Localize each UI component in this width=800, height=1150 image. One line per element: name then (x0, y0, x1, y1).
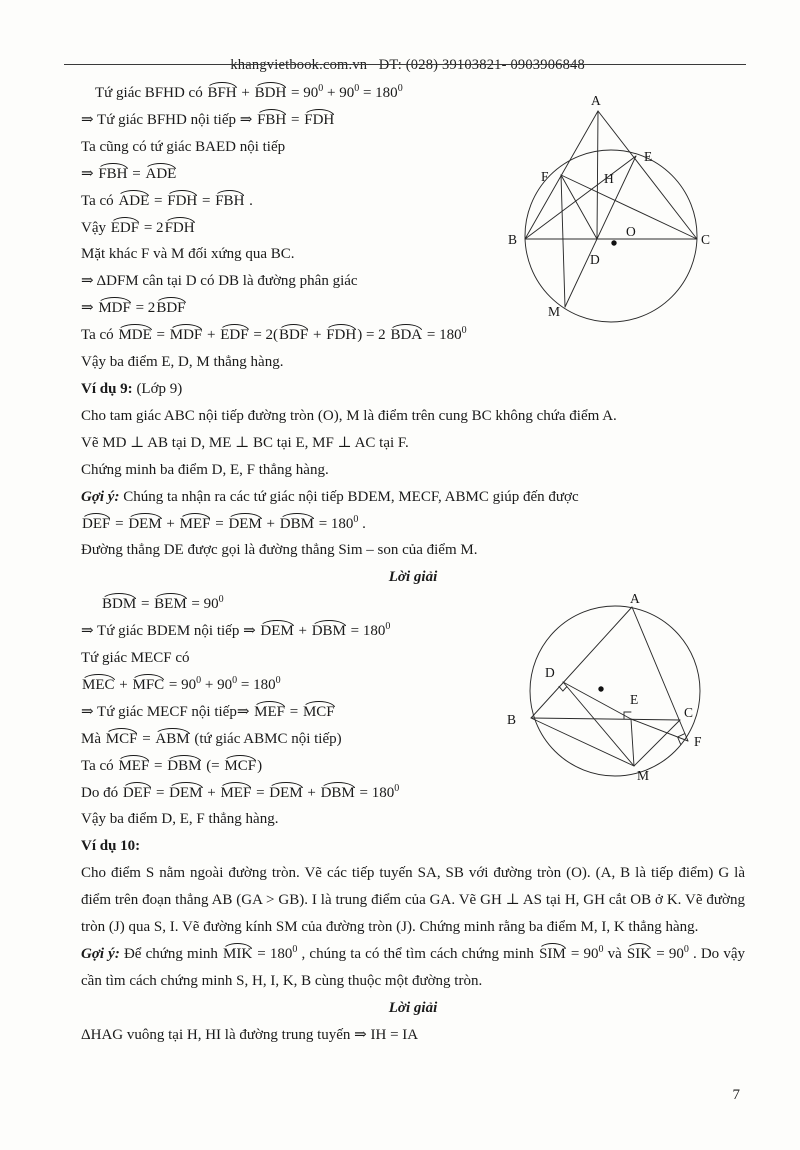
math-line: Tứ giác BFHD có BFH + BDH = $90^0 + 90^0 = 180^0$ (95, 83, 403, 101)
segment (631, 719, 688, 741)
point-label-A: A (591, 93, 601, 108)
math-line: ⇒ MDF = 2BDF (81, 300, 186, 317)
angle-arc-notation: MCF (105, 730, 138, 747)
math-line: Vậy EDF = 2FDH (81, 219, 195, 236)
angle-arc-notation: MDE (118, 327, 152, 344)
bold-italic-text: Lời giải (388, 569, 438, 586)
angle-arc-notation: DEM (228, 515, 262, 532)
math-line: DEF = DEM + MEF = DEM + DBM = $180^0$ . (82, 513, 366, 532)
solution-heading (81, 995, 745, 1022)
angle-arc-notation: FDH (164, 219, 195, 236)
angle-arc-notation: MCF (302, 703, 335, 720)
angle-arc-notation: MFC (132, 676, 165, 693)
text-line: Mặt khác F và M đối xứng qua BC. (81, 246, 295, 263)
text-paragraph: Cho điểm S nằm ngoài đường tròn. Vẽ các tiếp tuyến SA, SB với đường tròn (O). (A, B là tiếp điểm) G là điểm trên đoạn thẳng AB (GA > GB). I là trung điểm của GA. Vẽ GH ⊥ AS tại H, GH cắt OB ở K. Vẽ đường tròn (J) qua S, I. Vẽ đường kính SM của đường tròn (J). Chứng minh rằng ba điểm M, I, K thẳng hàng. (81, 865, 745, 936)
math-line: Ta có MDE = MDF + EDF = 2(BDF + FDH) = 2 BDA = $180^0$ (81, 325, 467, 344)
angle-arc-notation: DEM (128, 515, 162, 532)
point-label-E: E (644, 149, 653, 164)
angle-arc-notation: DEM (169, 784, 203, 801)
segment (597, 111, 598, 239)
segment (563, 682, 634, 766)
angle-arc-notation: FDH (167, 192, 198, 209)
degree-superscript: 0 (397, 83, 403, 94)
degree-superscript: 0 (461, 325, 467, 337)
degree-superscript: 0 (196, 674, 202, 686)
point-label-F: F (694, 734, 702, 749)
math-line: ⇒ FBH = ADE (81, 165, 177, 182)
text-line: Vậy ba điểm D, E, F thẳng hàng. (81, 811, 279, 828)
angle-arc-notation: EDF (110, 219, 140, 236)
angle-arc-notation: BFH (207, 85, 237, 101)
point-label-A: A (630, 591, 640, 606)
angle-arc-notation: SIK (626, 946, 652, 962)
point-label-C: C (701, 232, 711, 247)
angle-arc-notation: BDF (156, 300, 186, 317)
solution-heading (81, 564, 745, 591)
point-label-M: M (548, 304, 561, 319)
angle-arc-notation: DBM (167, 757, 202, 774)
right-angle-mark (559, 686, 567, 691)
point-label-H: H (604, 171, 614, 186)
text-line: Vậy ba điểm E, D, M thẳng hàng. (81, 354, 284, 371)
example-heading (81, 833, 745, 860)
hint-paragraph: Gợi ý: Để chứng minh MIK = $180^0$ , chúng ta có thể tìm cách chứng minh SIM = $90^0$ và SIK = $90^0$ . Do vậy cần tìm cách chứng minh S, H, I, K, B cùng thuộc một đường tròn. (81, 944, 745, 989)
degree-superscript: 0 (275, 674, 281, 686)
text-line: Ta cũng có tứ giác BAED nội tiếp (81, 138, 286, 155)
segment (531, 718, 680, 720)
angle-arc-notation: FDH (304, 111, 335, 128)
angle-arc-notation: FDH (326, 327, 357, 344)
math-line: ΔHAG vuông tại H, HI là đường trung tuyến ⇒ IH = IA (81, 1026, 419, 1043)
angle-arc-notation: DEM (269, 784, 303, 801)
angle-arc-notation: ADE (118, 192, 150, 209)
center-dot (598, 686, 603, 691)
text-line: Đường thẳng DE được gọi là đường thẳng Sim – son của điểm M. (81, 542, 478, 559)
math-line: ⇒ Tứ giác BFHD nội tiếp ⇒ FBH = FDH (81, 111, 335, 128)
segment (531, 607, 632, 718)
degree-superscript: 0 (385, 621, 391, 633)
math-line: ⇒ Tứ giác BDEM nội tiếp ⇒ DEM + DBM = $180^0$ (81, 621, 391, 640)
angle-arc-notation: FBH (98, 165, 128, 182)
angle-arc-notation: MDF (98, 300, 131, 317)
angle-arc-notation: DBM (311, 623, 346, 640)
page-number: 7 (732, 1087, 740, 1103)
math-line: Do đó DEF = DEM + MEF = DEM + DBM = $180^0$ (81, 782, 400, 801)
header-rule (64, 64, 746, 65)
text-line: Cho tam giác ABC nội tiếp đường tròn (O), M là điểm trên cung BC không chứa điểm A. (81, 407, 617, 424)
segment (634, 720, 680, 766)
text-line: Tứ giác MECF có (81, 650, 190, 667)
angle-arc-notation: MDF (169, 327, 203, 344)
angle-arc-notation: BDH (254, 85, 287, 101)
angle-arc-notation: DEF (82, 515, 111, 532)
math-line: Ta có ADE = FDH = FBH . (81, 192, 253, 209)
angle-arc-notation: MEF (220, 784, 252, 801)
hint-line: Gợi ý: Chúng ta nhận ra các tứ giác nội tiếp BDEM, MECF, ABMC giúp đến được (81, 488, 579, 505)
example-heading: Ví dụ 9: (Lớp 9) (81, 380, 183, 397)
point-label-B: B (508, 232, 518, 247)
text-line: Vẽ MD ⊥ AB tại D, ME ⊥ BC tại E, MF ⊥ AC tại F. (81, 434, 409, 451)
angle-arc-notation: MIK (223, 946, 253, 962)
angle-arc-notation: MEF (254, 703, 285, 720)
center-dot (611, 240, 616, 245)
angle-arc-notation: MEC (82, 676, 115, 693)
degree-superscript: 0 (598, 944, 604, 955)
angle-arc-notation: MEF (118, 757, 150, 774)
angle-arc-notation: MEF (179, 515, 211, 532)
segment (561, 175, 597, 239)
degree-superscript: 0 (218, 594, 224, 606)
math-line: Ta có MEF = DBM (= MCF) (81, 757, 263, 774)
angle-arc-notation: FBH (257, 111, 287, 128)
bold-italic-text: Gợi ý: (81, 946, 120, 962)
angle-arc-notation: FBH (215, 192, 245, 209)
angle-arc-notation: BEM (154, 596, 187, 613)
point-label-D: D (590, 252, 600, 267)
figure-2-canvas (490, 590, 742, 805)
angle-arc-notation: BDM (102, 596, 137, 613)
angle-arc-notation: ADE (145, 165, 177, 182)
math-line: Mà MCF = ABM (tứ giác ABMC nội tiếp) (81, 730, 342, 747)
degree-superscript: 0 (683, 944, 689, 955)
bold-text: Ví dụ 9: (81, 380, 133, 397)
angle-arc-notation: ABM (155, 730, 190, 747)
point-label-F: F (541, 169, 549, 184)
bold-text: Ví dụ 10: (81, 838, 141, 855)
point-label-O: O (626, 224, 636, 239)
point-label-C: C (684, 705, 694, 720)
math-line: ⇒ Tứ giác MECF nội tiếp⇒ MEF = MCF (81, 703, 335, 720)
angle-arc-notation: DEF (122, 784, 152, 801)
degree-superscript: 0 (318, 83, 324, 94)
figure-1-canvas (486, 84, 744, 342)
angle-arc-notation: MCF (224, 757, 257, 774)
figure-1 (486, 84, 744, 342)
segment (561, 175, 565, 307)
degree-superscript: 0 (292, 944, 298, 955)
degree-superscript: 0 (232, 674, 238, 686)
point-label-D: D (545, 665, 555, 680)
angle-arc-notation: DEM (260, 623, 294, 640)
point-label-M: M (637, 768, 650, 783)
bold-italic-text: Lời giải (388, 999, 438, 1016)
angle-arc-notation: SIM (539, 946, 566, 962)
angle-arc-notation: DBM (320, 784, 355, 801)
angle-arc-notation: BDF (279, 327, 309, 344)
degree-superscript: 0 (353, 513, 359, 525)
point-label-E: E (630, 692, 639, 707)
math-line: ⇒ ΔDFM cân tại D có DB là đường phân giác (81, 273, 358, 290)
math-line: BDM = BEM = $90^0$ (102, 594, 224, 613)
degree-superscript: 0 (354, 83, 360, 94)
point-label-B: B (507, 712, 517, 727)
angle-arc-notation: BDA (390, 327, 423, 344)
degree-superscript: 0 (394, 782, 400, 794)
angle-arc-notation: EDF (220, 327, 249, 344)
segment (631, 719, 634, 766)
header-text: khangvietbook.com.vn ĐT: (028) 39103821- 0903906848 (230, 57, 585, 73)
segment (563, 682, 631, 719)
text-line: Chứng minh ba điểm D, E, F thẳng hàng. (81, 461, 329, 478)
math-line: MEC + MFC = $90^0 + 90^0 = 180^0$ (82, 674, 281, 693)
angle-arc-notation: DBM (279, 515, 314, 532)
figure-2 (490, 590, 742, 805)
bold-italic-text: Gợi ý: (81, 488, 120, 505)
